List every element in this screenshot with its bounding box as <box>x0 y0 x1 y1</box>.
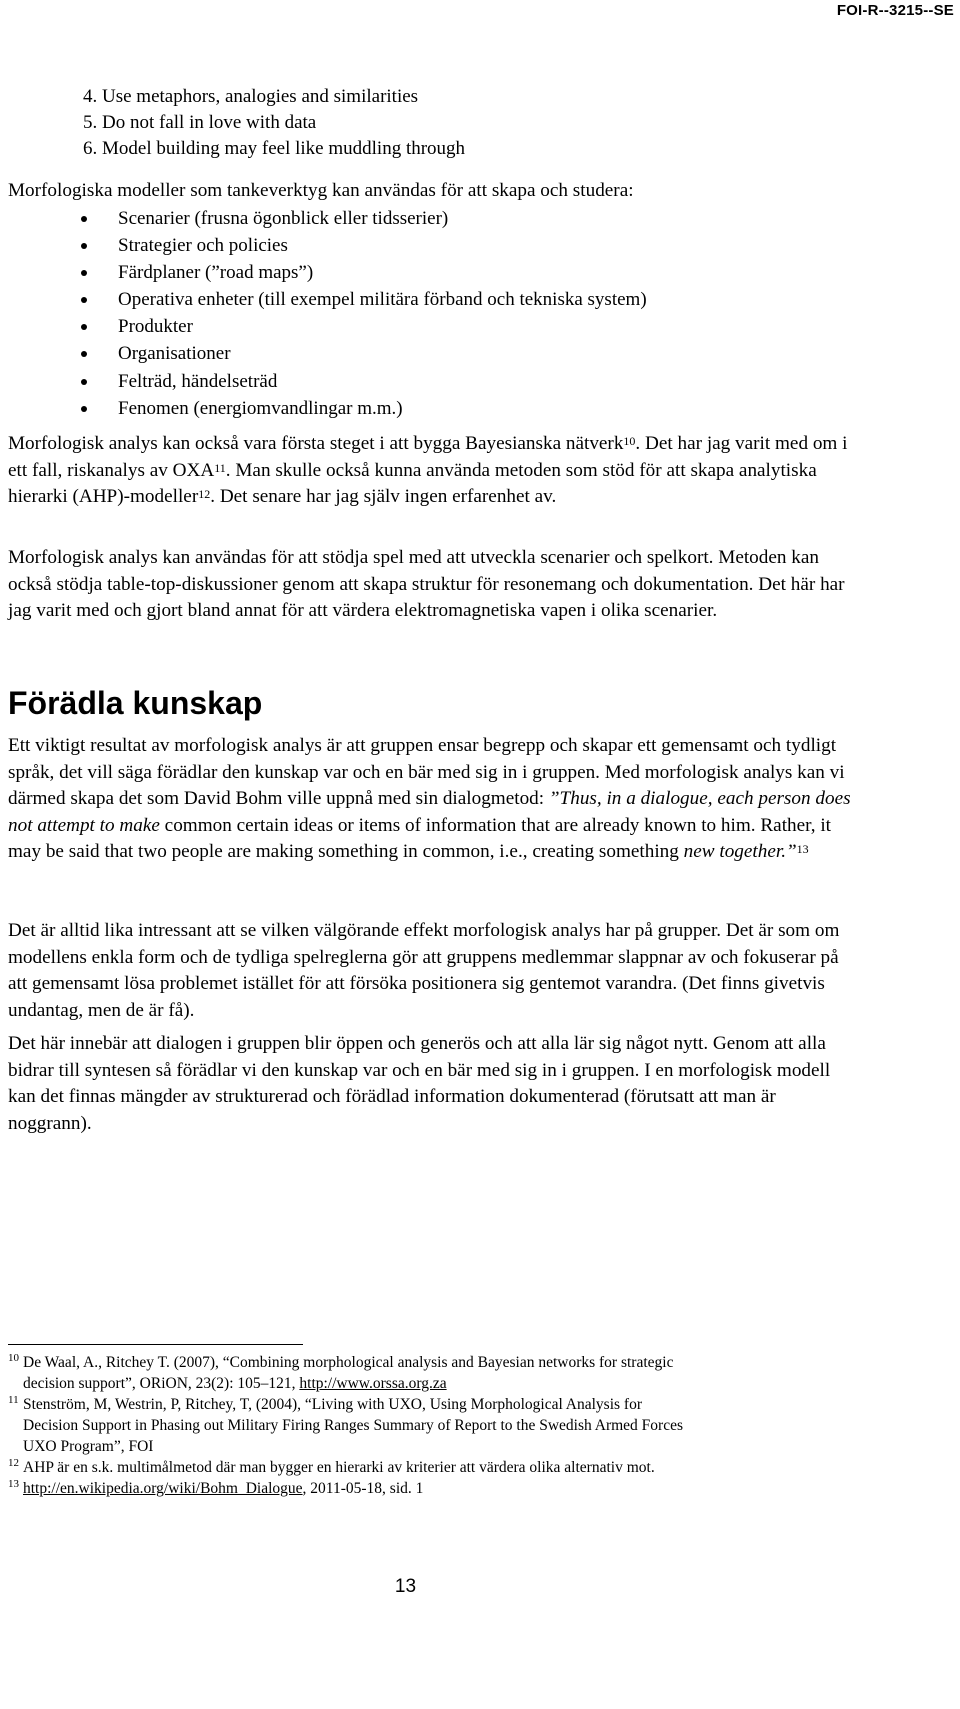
footnote-number: 13 <box>8 1478 19 1490</box>
list-item: Scenarier (frusna ögonblick eller tidsserier) <box>0 205 647 232</box>
paragraph-effect: Det är alltid lika intressant att se vilken välgörande effekt morfologisk analys har på grupper. Det är som om modellens enkla form och de tydliga spelreglerna gör att gruppens medlemmar slappnar av och fokuserar på att gemensamt lösa problemet istället för att försöka positionera sig gentemot varandra. (Det finns givetvis undantag, men de är få). <box>8 920 840 1021</box>
footnote-ref[interactable]: 12 <box>198 487 211 502</box>
footnote-link[interactable]: http://en.wikipedia.org/wiki/Bohm_Dialogue <box>23 1480 303 1497</box>
footnote-ref[interactable]: 13 <box>796 842 809 857</box>
bullet-icon <box>81 324 87 330</box>
footnote-divider <box>8 1344 303 1345</box>
paragraph-refine: Ett viktigt resultat av morfologisk analys är att gruppen ensar begrepp och skapar ett gemensamt och tydligt språk, det vill säga förädlar den kunskap var och en bär med sig in i gruppen. Med morfologisk analys kan vi därmed skapa det som David Bohm ville uppnå med sin dialogmetod: ”Thus, in a dialogue, each person does not attempt to make common certain ideas or items of information that are already known to him. Rather, it may be said that two people are making something in common, i.e., creating something new together.”$^{13}$ <box>8 735 851 863</box>
footnote-ref[interactable]: 10 <box>623 434 636 448</box>
footnote-link[interactable]: http://www.orssa.org.za <box>299 1375 447 1392</box>
intro-paragraph: Morfologiska modeller som tankeverktyg kan användas för att skapa och studera: <box>8 180 634 201</box>
numbered-list <box>83 84 465 162</box>
footnote-ref[interactable]: 11 <box>214 460 226 475</box>
list-item: Färdplaner (”road maps”) <box>0 259 647 286</box>
footnote: 12 AHP är en s.k. multimålmetod där man bygger en hierarki av kriterier att värdera olika alternativ mot. <box>8 1457 908 1478</box>
list-item: Fenomen (energiomvandlingar m.m.) <box>0 395 647 422</box>
bullet-icon <box>81 216 87 222</box>
list-item: 4. Use metaphors, analogies and similarities <box>83 86 419 107</box>
footnote-number: 12 <box>8 1457 19 1469</box>
list-item: Produkter <box>0 313 647 340</box>
list-item: Operativa enheter (till exempel militära förband och tekniska system) <box>0 286 647 313</box>
document-id: FOI-R--3215--SE <box>836 2 954 19</box>
quote-text: ”Thus, in a dialogue, each person does not attempt to make <box>8 788 851 836</box>
footnote-number: 10 <box>8 1352 19 1364</box>
bullet-icon <box>81 406 87 412</box>
page-number: 13 <box>394 1576 417 1597</box>
paragraph-dialogue: Det här innebär att dialogen i gruppen blir öppen och generös och att alla lär sig något nytt. Genom att alla bidrar till syntesen så förädlar vi den kunskap var och en bär med sig in i gruppen. I en morfologisk modell kan det finnas mängder av strukturerad och förädlad information dokumenterad (förutsatt att man är noggrann). <box>8 1033 831 1134</box>
footnote: 11 Stenström, M, Westrin, P, Ritchey, T, (2004), “Living with UXO, Using Morphological Analysis for Decision Support in Phasing out Military Firing Ranges Summary of Report to the Swedish Armed Forces UXO Program”, FOI <box>8 1394 908 1457</box>
footnote: 13 http://en.wikipedia.org/wiki/Bohm_Dialogue, 2011-05-18, sid. 1 <box>8 1478 908 1499</box>
section-heading: Förädla kunskap <box>8 685 263 721</box>
paragraph-bayesian: Morfologisk analys kan också vara första steget i att bygga Bayesianska nätverk$^{10}$. Det har jag varit med om i ett fall, riskanalys av OXA$^{11}$. Man skulle också kunna använda metoden som stöd för att skapa analytiska hierarki (AHP)-modeller$^{12}$. Det senare har jag själv ingen erfarenhet av. <box>8 433 848 508</box>
paragraph-games: Morfologisk analys kan användas för att stödja spel med att utveckla scenarier och spelkort. Metoden kan också stödja table-top-diskussioner genom att skapa struktur för resonemang och dokumentation. Det här har jag varit med och gjort bland annat för att värdera elektromagnetiska vapen i olika scenarier. <box>8 547 845 622</box>
list-item: 6. Model building may feel like muddling through <box>83 138 466 159</box>
quote-text: new together.” <box>683 841 797 863</box>
bullet-list <box>0 205 647 422</box>
list-item: Felträd, händelseträd <box>0 368 647 395</box>
list-item: Strategier och policies <box>0 232 647 259</box>
bullet-icon <box>81 351 87 357</box>
bullet-icon <box>81 270 87 276</box>
footnotes <box>8 1352 908 1499</box>
list-item: 5. Do not fall in love with data <box>83 112 317 133</box>
list-item: Organisationer <box>0 340 647 367</box>
footnote-number: 11 <box>8 1394 19 1406</box>
bullet-icon <box>81 379 87 385</box>
bullet-icon <box>81 243 87 249</box>
bullet-icon <box>81 297 87 303</box>
footnote: 10 De Waal, A., Ritchey T. (2007), “Combining morphological analysis and Bayesian networks for strategic decision support”, ORiON, 23(2): 105–121, http://www.orssa.org.za <box>8 1352 908 1394</box>
